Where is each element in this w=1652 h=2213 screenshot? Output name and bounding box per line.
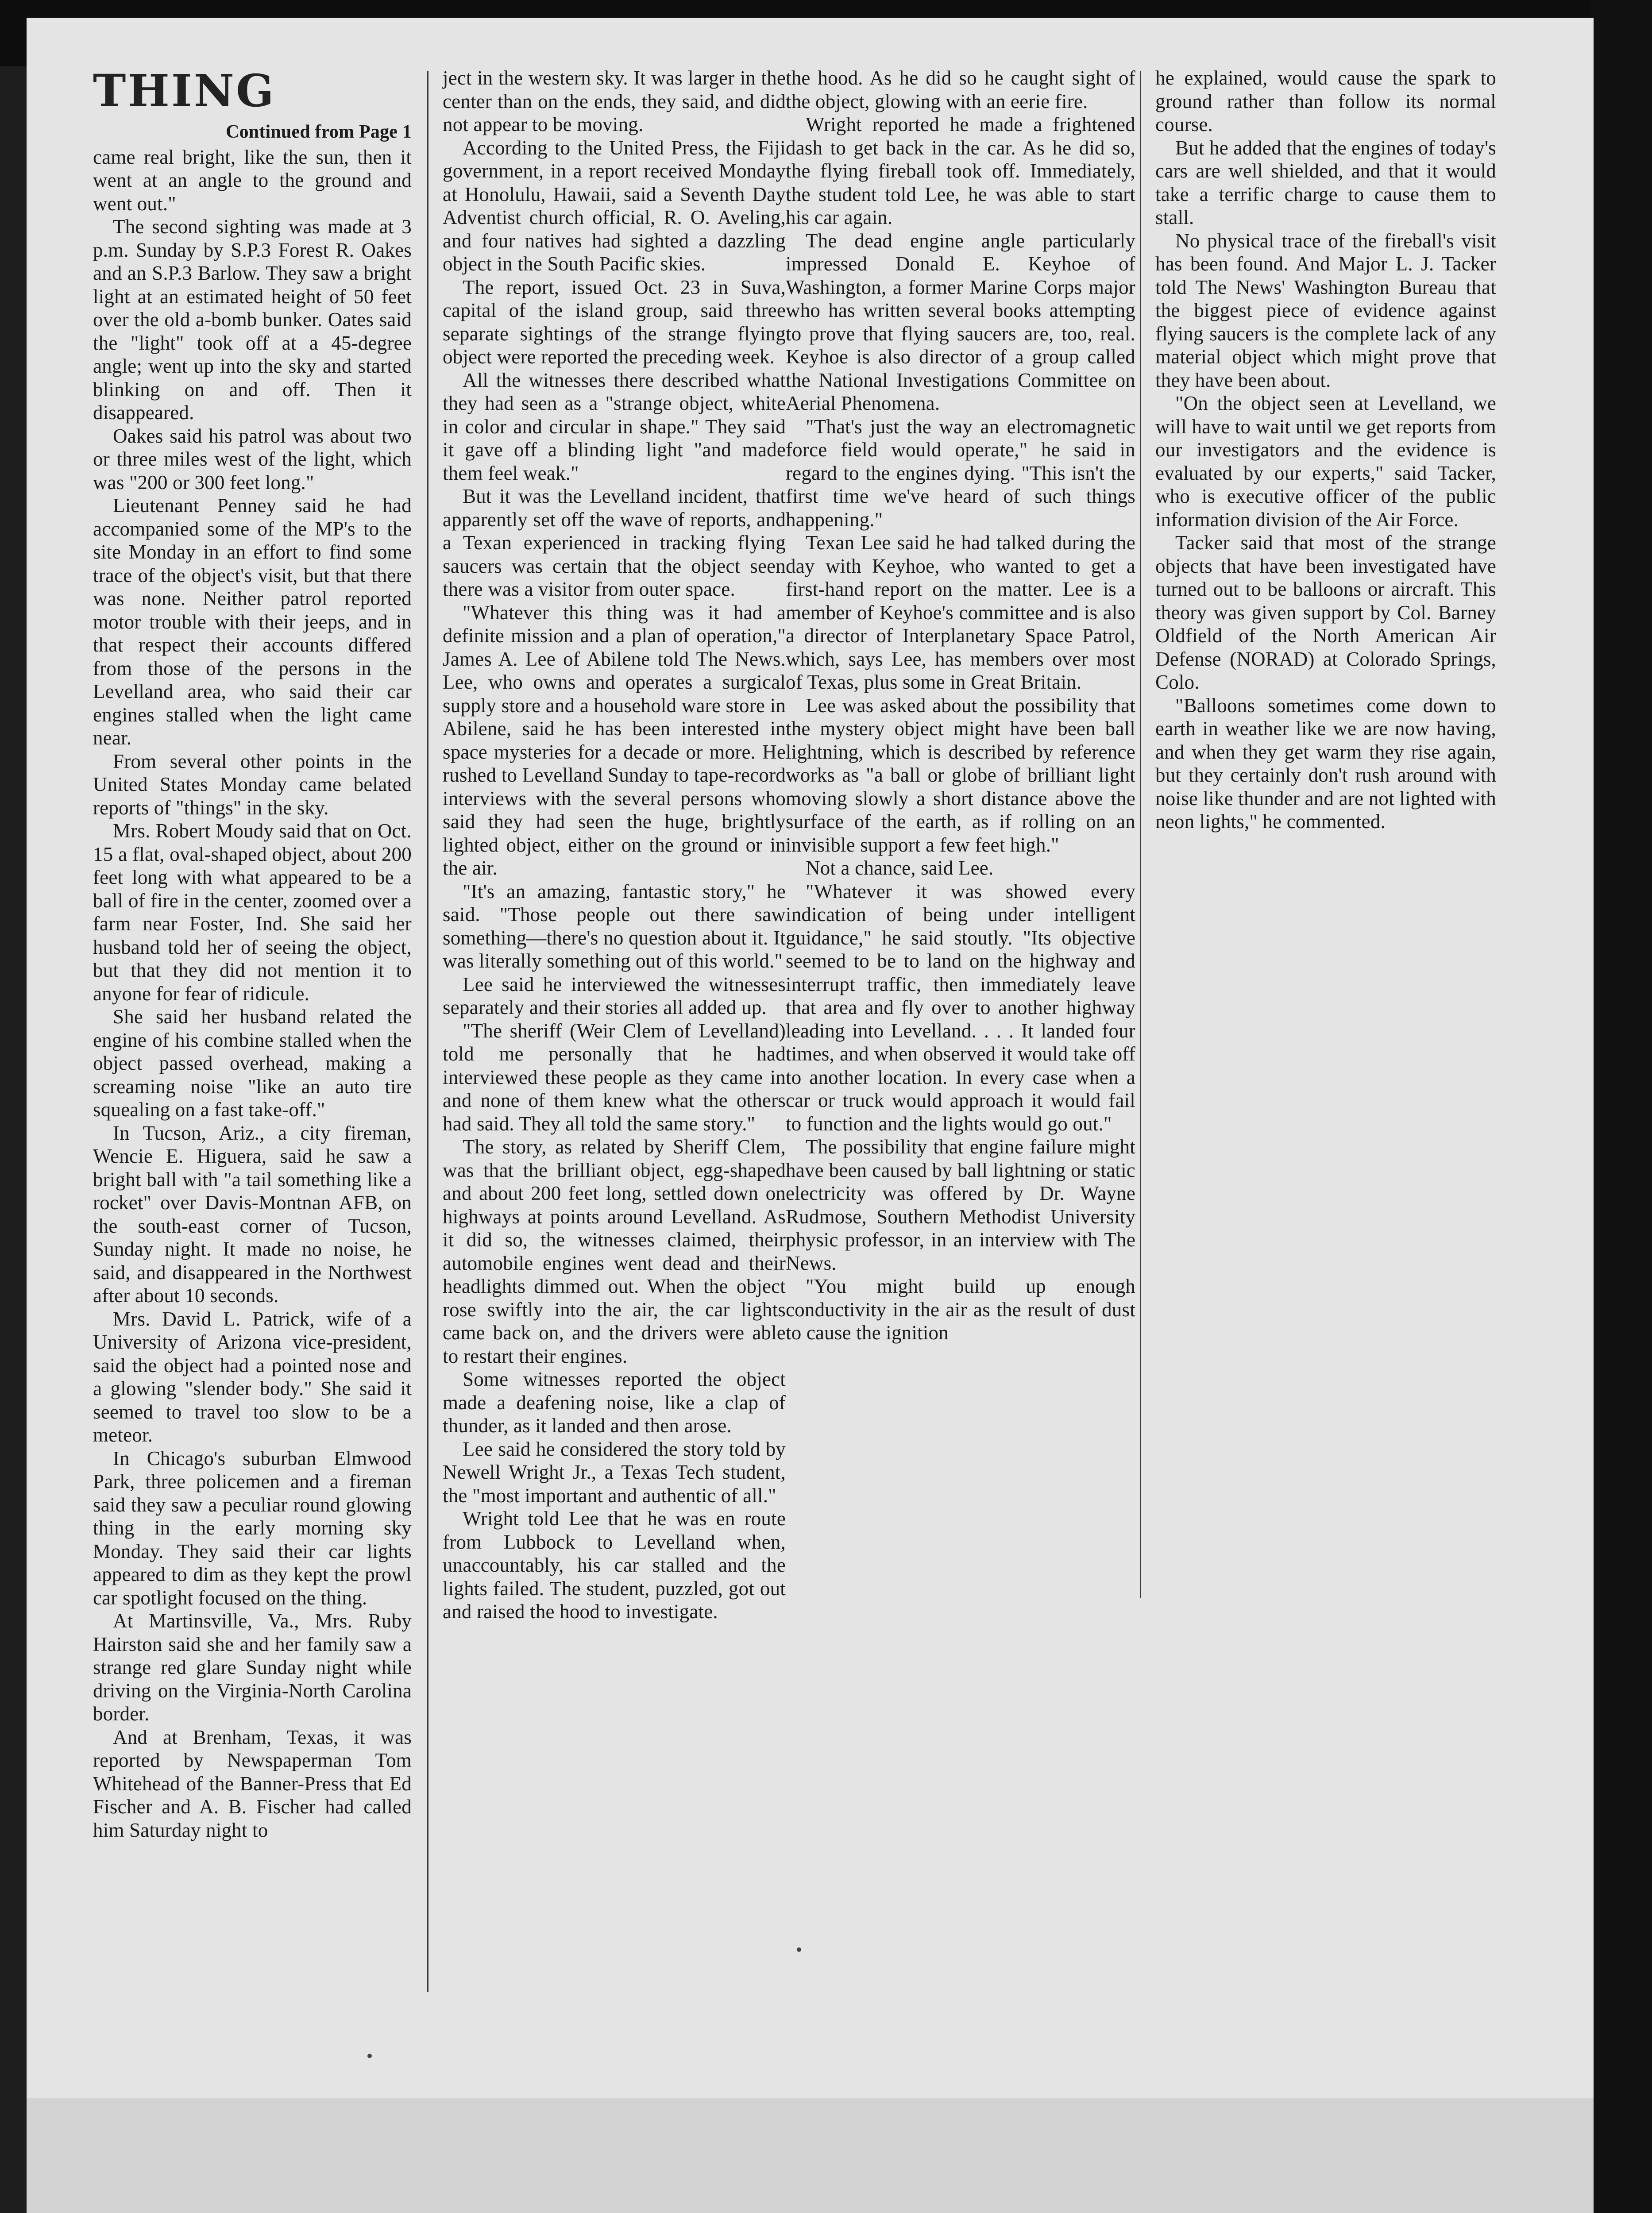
headline: THING (93, 66, 276, 115)
paragraph: "Whatever it was showed every indication of being under intelligent guidance," he said stoutly. "Its objective seemed to be to land on the highway and interrupt traffic, then immediately leave that area and fly over to another highway leading into Levelland. . . . It landed four times, and when observed it would take off to another location. In every case when a car or truck would approach it would fail to function and the lights would go out." (786, 880, 1135, 1135)
fingerprint-smudge (71, 2209, 239, 2213)
column-rule (1140, 71, 1141, 1598)
paragraph: Not a chance, said Lee. (806, 857, 994, 879)
paragraph: Wright told Lee that he was en route from Lubbock to Levelland when, unaccountably, his car stalled and the lights failed. The student, puzzled, got out and raised the hood to investigate. (443, 1507, 786, 1623)
film-border-right (1590, 0, 1652, 2213)
paragraph: Lee was asked about the possibility that the mystery object might have been ball lightning, which is described by reference works as "a ball or globe of brilliant light moving slowly a short distance above the surface of the earth, as if rolling on an invisible support a few feet high." (786, 694, 1135, 856)
paragraph: came real bright, like the sun, then it went at an angle to the ground and went out." (93, 146, 412, 215)
paragraph: ject in the western sky. It was larger in the center than on the ends, they said, and did not appear to be moving. (443, 67, 786, 135)
speck (367, 2054, 372, 2058)
paragraph: Oakes said his patrol was about two or three miles west of the light, which was "200 or 300 feet long." (93, 424, 412, 493)
paragraph: In Tucson, Ariz., a city fireman, Wencie E. Higuera, said he saw a bright ball with "a tail something like a rocket" over Davis-Montnan AFB, on the south-east corner of Tucson, Sunday night. It made no noise, he said, and disappeared in the Northwest after about 10 seconds. (93, 1122, 412, 1307)
paragraph: "The sheriff (Weir Clem of Levelland) told me personally that he had interviewed these people as they came in and none of them knew what the others had said. They all told the same story." (443, 1019, 786, 1135)
paragraph: The second sighting was made at 3 p.m. Sunday by S.P.3 Forest R. Oakes and an S.P.3 Barlow. They saw a bright light at an estimated height of 50 feet over the old a-bomb bunker. Oates said the "light" took off at a 45-degree angle; went up into the sky and started blinking on and off. Then it disappeared. (93, 216, 412, 424)
paragraph: According to the United Press, the Fiji government, in a report received Monday at Honolulu, Hawaii, said a Seventh Day Adventist church official, R. O. Aveling, and four natives had sighted a dazzling object in the South Pacific skies. (443, 136, 786, 275)
paragraph: "Balloons sometimes come down to earth in weather like we are now having, and when they get warm they rise again, but they certainly don't rush around with noise like thunder and are not lighted with neon lights," he commented. (1155, 694, 1496, 833)
paragraph: Lieutenant Penney said he had accompanied some of the MP's to the site Monday in an effort to find some trace of the object's visit, but that there was none. Neither patrol reported motor trouble with their jeeps, and in that respect their accounts differed from those of the persons in the Levelland area, who said their car engines stalled when the light came near. (93, 494, 412, 749)
paragraph: The report, issued Oct. 23 in Suva, capital of the island group, said three separate sightings of the strange flying object were reported the preceding week. (443, 276, 786, 368)
paragraph: No physical trace of the fireball's visit has been found. And Major L. J. Tacker told The News' Washington Bureau that the biggest piece of evidence against flying saucers is the complete lack of any material object which might prove that they have been about. (1155, 229, 1496, 391)
article-column-2 (443, 66, 786, 1623)
paragraph: Wright reported he made a frightened dash to get back in the car. As he did so, the flying fireball took off. Immediately, the student told Lee, he was able to start his car again. (786, 113, 1135, 228)
paragraph: "It's an amazing, fantastic story," he said. "Those people out there saw something—there's no question about it. It was literally something out of this world." (443, 880, 786, 972)
paragraph: "On the object seen at Levelland, we will have to wait until we get reports from our investigators and the evidence is evaluated by our experts," said Tacker, who is executive officer of the public information division of the Air Force. (1155, 392, 1496, 531)
paragraph: The possibility that engine failure might have been caused by ball lightning or static electricity was offered by Dr. Wayne Rudmose, Southern Methodist University physic professor, in an interview with The News. (786, 1136, 1135, 1274)
paragraph: The dead engine angle particularly impressed Donald E. Keyhoe of Washington, a former Marine Corps major who has written several books attempting to prove that flying saucers are, too, real. Keyhoe is also director of a group called the National Investigations Committee on Aerial Phenomena. (786, 229, 1135, 414)
continued-line: Continued from Page 1 (226, 122, 412, 142)
paragraph: All the witnesses there described what they had seen as a "strange object, white in color and circular in shape." They said it gave off a blinding light "and made them feel weak." (443, 369, 786, 484)
paragraph: he explained, would cause the spark to ground rather than follow its normal course. (1155, 67, 1496, 135)
paragraph: "Whatever this thing was it had a definite mission and a plan of operation," James A. Lee of Abilene told The News. Lee, who owns and operates a surgical supply store and a household ware store in Abilene, said he has been interested in space mysteries for a decade or more. He rushed to Levelland Sunday to tape-record interviews with the several persons who said they had seen the huge, brightly lighted object, either on the ground or in the air. (443, 601, 786, 879)
article-column-3 (786, 66, 1135, 1345)
paragraph: "That's just the way an electromagnetic force field would operate," he said in regard to the engines dying. "This isn't the first time we've heard of such things happening." (786, 415, 1135, 531)
article-column-4 (1155, 66, 1496, 833)
paragraph: "You might build up enough conductivity in the air as the result of dust to cause the ignition (786, 1275, 1135, 1344)
paragraph: But he added that the engines of today's cars are well shielded, and that it would take a terrific charge to cause them to stall. (1155, 136, 1496, 228)
paragraph: The story, as related by Sheriff Clem, was that the brilliant object, egg-shaped and about 200 feet long, settled down on highways at points around Levelland. As it did so, the witnesses claimed, their automobile engines went dead and their headlights dimmed out. When the object rose swiftly into the air, the car lights came back on, and the drivers were able to restart their engines. (443, 1136, 786, 1367)
newspaper-clipping (93, 66, 1571, 2009)
column-rule (427, 71, 428, 1992)
paragraph: Lee said he interviewed the witnesses separately and their stories all added up. (443, 973, 786, 1018)
article-column-1 (93, 66, 412, 1842)
paragraph: Mrs. Robert Moudy said that on Oct. 15 a flat, oval-shaped object, about 200 feet long with what appeared to be a ball of fire in the center, zoomed over a farm near Foster, Ind. She said her husband told her of seeing the object, but that they did not mention it to anyone for fear of ridicule. (93, 820, 412, 1005)
paragraph: She said her husband related the engine of his combine stalled when the object passed overhead, making a screaming noise "like an auto tire squealing on a fast take-off." (93, 1006, 412, 1121)
paragraph: Lee said he considered the story told by Newell Wright Jr., a Texas Tech student, the "most important and authentic of all." (443, 1438, 786, 1507)
paragraph: From several other points in the United States Monday came belated reports of "things" in the sky. (93, 750, 412, 819)
paragraph: the hood. As he did so he caught sight of the object, glowing with an eerie fire. (786, 67, 1135, 112)
paper-sheet (27, 18, 1594, 2213)
paragraph: Texan Lee said he had talked during the day with Keyhoe, who wanted to get a first-hand report on the matter. Lee is a member of Keyhoe's committee and is also a director of Interplanetary Space Patrol, which, says Lee, has members over most of Texas, plus some in Great Britain. (786, 532, 1135, 693)
paragraph: In Chicago's suburban Elmwood Park, three policemen and a fireman said they saw a peculiar round glowing thing in the early morning sky Monday. They said their car lights appeared to dim as they kept the prowl car spotlight focused on the thing. (93, 1447, 412, 1609)
paragraph: Mrs. David L. Patrick, wife of a University of Arizona vice-president, said the object had a pointed nose and a glowing "slender body." She said it seemed to travel too slow to be a meteor. (93, 1307, 412, 1446)
paragraph: Some witnesses reported the object made a deafening noise, like a clap of thunder, as it landed and then arose. (443, 1368, 786, 1437)
speck (797, 1947, 801, 1952)
paragraph: And at Brenham, Texas, it was reported by Newspaperman Tom Whitehead of the Banner-Press that Ed Fischer and A. B. Fischer had called him Saturday night to (93, 1726, 412, 1841)
paragraph: But it was the Levelland incident, that apparently set off the wave of reports, and a Texan experienced in tracking flying saucers was certain that the object seen there was a visitor from outer space. (443, 485, 786, 600)
paragraph: At Martinsville, Va., Mrs. Ruby Hairston said she and her family saw a strange red glare Sunday night while driving on the Virginia-North Carolina border. (93, 1610, 412, 1725)
paragraph: Tacker said that most of the strange objects that have been investigated have turned out to be balloons or aircraft. This theory was given support by Col. Barney Oldfield of the North American Air Defense (NORAD) at Colorado Springs, Colo. (1155, 532, 1496, 693)
